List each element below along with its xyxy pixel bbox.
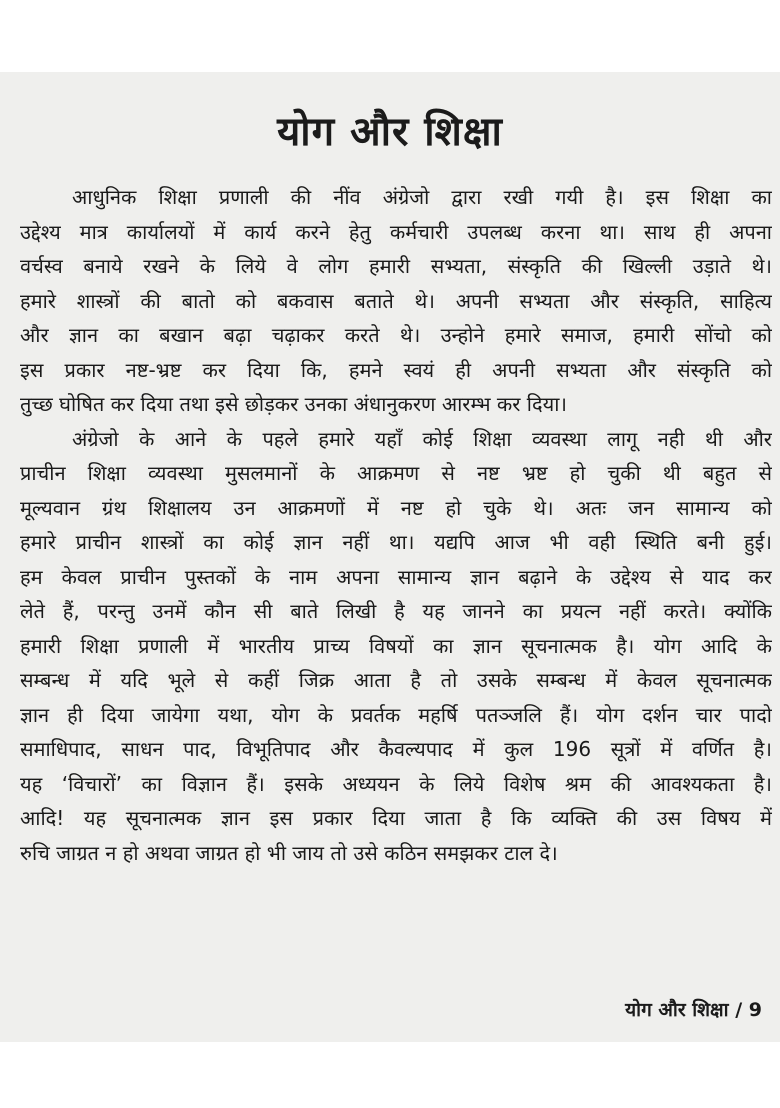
- text-line: अंग्रेजो के आने के पहले हमारे यहाँ कोई शिक्षा व्यवस्था लागू नही थी और: [72, 426, 772, 451]
- page-footer: योग और शिक्षा / 9: [625, 999, 762, 1021]
- text-line: वर्चस्व बनाये रखने के लिये वे लोग हमारी सभ्यता, संस्कृति की खिल्ली उड़ाते थे।: [20, 254, 772, 278]
- text-line: यह ‘विचारों’ का विज्ञान हैं। इसके अध्ययन के लिये विशेष श्रम की आवश्यकता है।: [20, 771, 772, 796]
- text-line: मूल्यवान ग्रंथ शिक्षालय उन आक्रमणों में नष्ट हो चुके थे। अतः जन सामान्य को: [20, 495, 772, 520]
- text-line: रुचि जाग्रत न हो अथवा जाग्रत हो भी जाय तो उसे कठिन समझकर टाल दे।: [20, 840, 558, 865]
- text-line: तुच्छ घोषित कर दिया तथा इसे छोड़कर उनका अंधानुकरण आरम्भ कर दिया।: [20, 392, 567, 416]
- text-line: हमारे शास्त्रों की बातो को बकवास बताते थे। अपनी सभ्यता और संस्कृति, साहित्य: [20, 288, 772, 313]
- text-line: और ज्ञान का बखान बढ़ा चढ़ाकर करते थे। उन्होने हमारे समाज, हमारी सोंचो को: [20, 323, 772, 347]
- text-line: प्राचीन शिक्षा व्यवस्था मुसलमानों के आक्रमण से नष्ट भ्रष्ट हो चुकी थी बहुत से: [20, 461, 772, 485]
- text-line: समाधिपाद, साधन पाद, विभूतिपाद और कैवल्यपाद में कुल 196 सूत्रों में वर्णित है।: [20, 737, 772, 761]
- text-line: हमारी शिक्षा प्रणाली में भारतीय प्राच्य विषयों का ज्ञान सूचनात्मक है। योग आदि के: [20, 633, 772, 658]
- text-line: हमारे प्राचीन शास्त्रों का कोई ज्ञान नहीं था। यद्यपि आज भी वही स्थिति बनी हुई।: [20, 530, 772, 554]
- text-line: ज्ञान ही दिया जायेगा यथा, योग के प्रवर्तक महर्षि पतञ्जलि हैं। योग दर्शन चार पादो: [20, 702, 772, 727]
- body-text: [20, 180, 772, 870]
- text-line: इस प्रकार नष्ट-भ्रष्ट कर दिया कि, हमने स्वयं ही अपनी सभ्यता और संस्कृति को: [20, 357, 772, 382]
- text-line: उद्देश्य मात्र कार्यालयों में कार्य करने हेतु कर्मचारी उपलब्ध करना था। साथ ही अपना: [20, 219, 772, 244]
- book-page: [0, 72, 780, 1042]
- text-line: आदि! यह सूचनात्मक ज्ञान इस प्रकार दिया जाता है कि व्यक्ति की उस विषय में: [20, 806, 772, 830]
- text-line: सम्बन्ध में यदि भूले से कहीं जिक्र आता है तो उसके सम्बन्ध में केवल सूचनात्मक: [20, 668, 772, 692]
- text-line: आधुनिक शिक्षा प्रणाली की नींव अंग्रेजो द्वारा रखी गयी है। इस शिक्षा का: [72, 185, 772, 209]
- text-line: लेते हैं, परन्तु उनमें कौन सी बाते लिखी है यह जानने का प्रयत्न नहीं करते। क्योंकि: [20, 599, 772, 623]
- text-line: हम केवल प्राचीन पुस्तकों के नाम अपना सामान्य ज्ञान बढ़ाने के उद्देश्य से याद कर: [20, 564, 772, 589]
- page-title: योग और शिक्षा: [277, 109, 503, 155]
